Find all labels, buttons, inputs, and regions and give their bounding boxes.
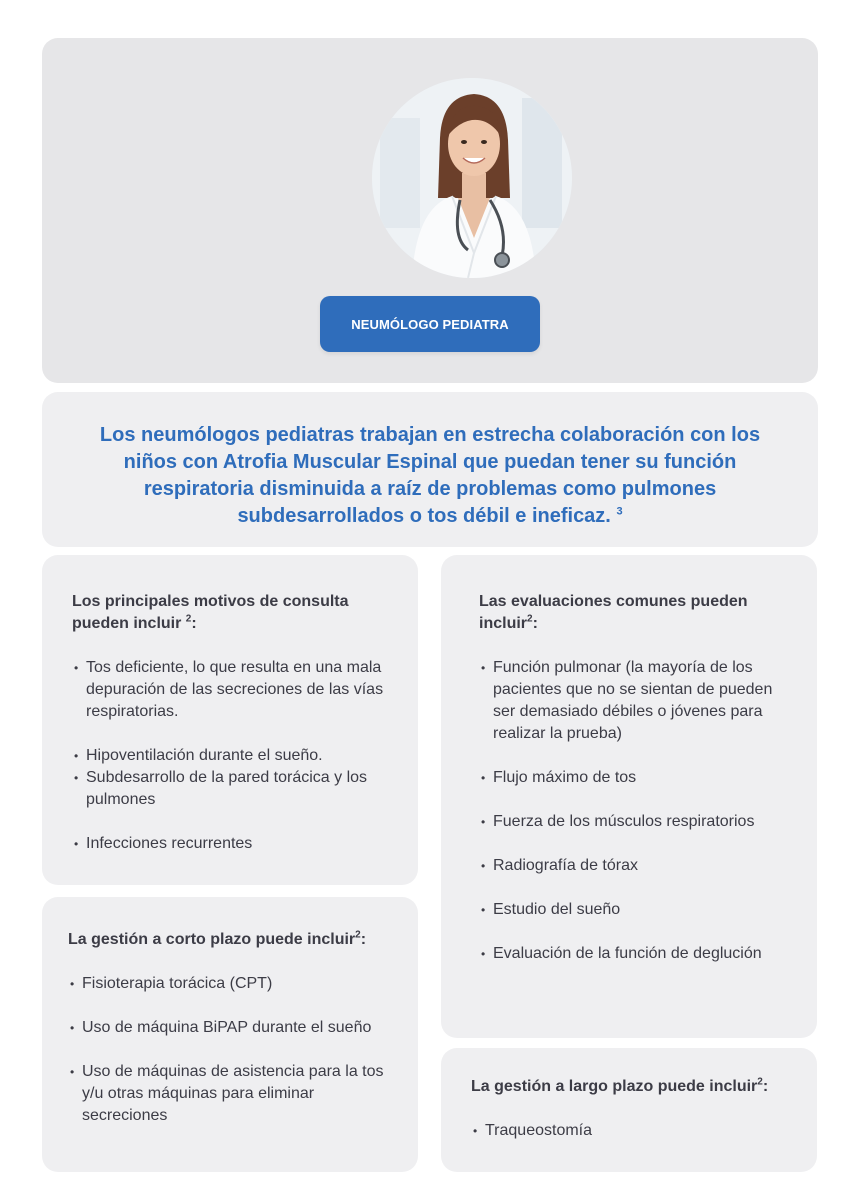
consultation-reasons-list <box>72 657 392 855</box>
consultation-reasons-title <box>72 591 392 635</box>
assessments-ref: 2 <box>527 613 533 625</box>
assessments-title-text: Las evaluaciones comunes pueden incluir <box>479 593 748 632</box>
assessments-list <box>479 657 779 965</box>
list-item: • Fuerza de los músculos respiratorios <box>479 811 779 833</box>
list-item: • Fisioterapia torácica (CPT) <box>68 973 398 995</box>
list-item: • Estudio del sueño <box>479 899 779 921</box>
intro-reference: 3 <box>616 505 623 518</box>
assessments-title <box>479 591 779 635</box>
list-item: • Subdesarrollo de la pared torácica y los pulmones <box>72 767 392 811</box>
list-item: • Radiografía de tórax <box>479 855 779 877</box>
long-term-suffix: : <box>762 1078 769 1095</box>
list-item: • Función pulmonar (la mayoría de los pacientes que no se sientan de pueden ser demasiado débiles o jóvenes para realizar la prueba) <box>479 657 779 745</box>
long-term-ref: 2 <box>757 1076 763 1088</box>
list-item: • Hipoventilación durante el sueño. <box>72 745 392 767</box>
consultation-reasons-ref: 2 <box>185 613 192 625</box>
doctor-illustration <box>372 78 572 278</box>
doctor-photo <box>372 78 572 278</box>
list-item: • Infecciones recurrentes <box>72 833 392 855</box>
assessments-card <box>441 555 817 1038</box>
short-term-suffix: : <box>360 931 367 948</box>
long-term-title-text: La gestión a largo plazo puede incluir <box>471 1078 758 1095</box>
intro-card <box>42 392 818 547</box>
short-term-title <box>68 929 398 951</box>
list-item: • Evaluación de la función de deglución <box>479 943 779 965</box>
list-item: • Flujo máximo de tos <box>479 767 779 789</box>
list-item: • Tos deficiente, lo que resulta en una mala depuración de las secreciones de las vías respiratorias. <box>72 657 392 723</box>
hero-card <box>42 38 818 383</box>
list-item: • Uso de máquinas de asistencia para la tos y/u otras máquinas para eliminar secreciones <box>68 1061 398 1127</box>
long-term-list <box>471 1120 801 1142</box>
short-term-ref: 2 <box>355 929 361 941</box>
consultation-reasons-card <box>42 555 418 885</box>
short-term-title-text: La gestión a corto plazo puede incluir <box>68 931 356 948</box>
assessments-suffix: : <box>532 615 538 632</box>
list-item: • Uso de máquina BiPAP durante el sueño <box>68 1017 398 1039</box>
role-button[interactable]: NEUMÓLOGO PEDIATRA <box>320 296 540 352</box>
list-item: • Traqueostomía <box>471 1120 801 1142</box>
short-term-list <box>68 973 398 1127</box>
consultation-reasons-title-text: Los principales motivos de consulta pueden incluir <box>72 593 349 632</box>
consultation-reasons-suffix: : <box>191 615 197 632</box>
long-term-card <box>441 1048 817 1172</box>
short-term-card <box>42 897 418 1172</box>
intro-text: Los neumólogos pediatras trabajan en estrecha colaboración con los niños con Atrofia Muscular Espinal que puedan tener su función respiratoria disminuida a raíz de problemas como pulmones subdesarrollados o tos débil e ineficaz. <box>99 424 761 527</box>
intro-paragraph <box>82 422 778 530</box>
long-term-title <box>471 1076 801 1098</box>
